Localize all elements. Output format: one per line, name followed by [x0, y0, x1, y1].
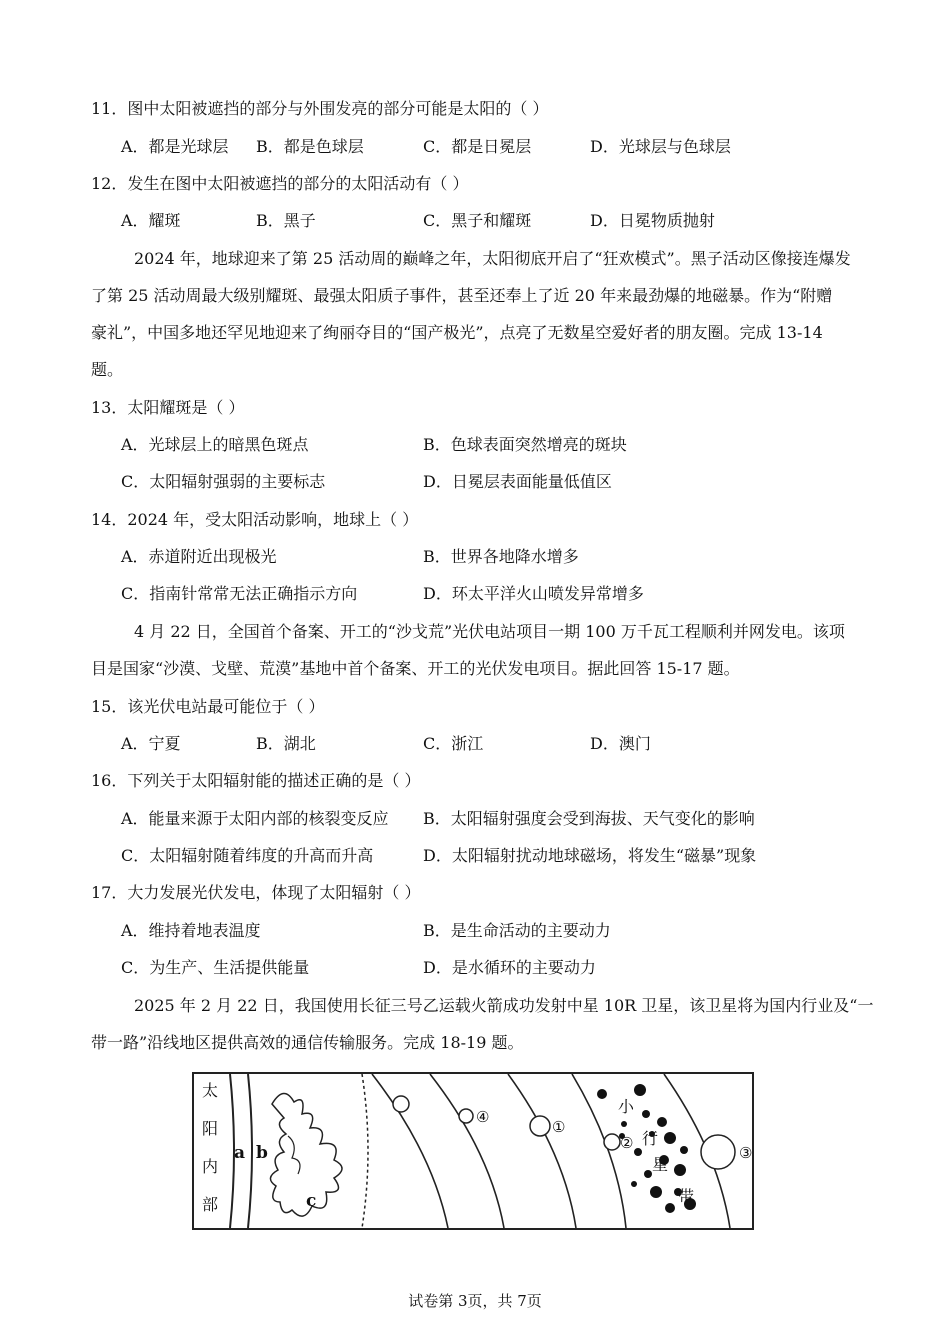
q11-stem: 11．图中太阳被遮挡的部分与外围发亮的部分可能是太阳的（ ） — [91, 99, 549, 118]
q17-option-a: A．维持着地表温度 — [121, 921, 261, 940]
q12-option-b: B．黑子 — [256, 211, 316, 230]
q16-option-b: B．太阳辐射强度会受到海拔、天气变化的影响 — [423, 809, 755, 828]
page-footer: 试卷第 3页，共 7页 — [408, 1292, 542, 1310]
q13-option-a: A．光球层上的暗黑色斑点 — [121, 435, 309, 454]
q11-option-c: C．都是日冕层 — [423, 137, 532, 156]
q14-stem: 14．2024 年，受太阳活动影响，地球上（ ） — [91, 510, 419, 529]
planet-label-2: ② — [620, 1134, 634, 1152]
planet-label-4: ④ — [476, 1108, 490, 1126]
planet-1 — [530, 1116, 550, 1136]
q16-option-d: D．太阳辐射扰动地球磁场，将发生“磁暴”现象 — [423, 846, 757, 865]
solar-system-figure — [192, 1072, 754, 1230]
q13-option-d: D．日冕层表面能量低值区 — [423, 472, 612, 491]
q16-stem: 16．下列关于太阳辐射能的描述正确的是（ ） — [91, 771, 421, 790]
q16-option-a: A．能量来源于太阳内部的核裂变反应 — [121, 809, 389, 828]
layer-label-c: c — [306, 1191, 317, 1211]
q15-option-a: A．宁夏 — [121, 734, 181, 753]
q14-option-c: C．指南针常常无法正确指示方向 — [121, 584, 358, 603]
sun-label-1: 太 — [202, 1081, 219, 1100]
q15-stem: 15．该光伏电站最可能位于（ ） — [91, 697, 325, 716]
q14-option-d: D．环太平洋火山喷发异常增多 — [423, 584, 644, 603]
q14-option-b: B．世界各地降水增多 — [423, 547, 579, 566]
q11-option-b: B．都是色球层 — [256, 137, 364, 156]
belt-label-4: 带 — [678, 1187, 695, 1206]
layer-label-b: b — [256, 1143, 268, 1163]
passage3-line1: 2025 年 2 月 22 日，我国使用长征三号乙运载火箭成功发射中星 10R 卫星，该卫星将为国内行业及“一 — [134, 996, 874, 1015]
passage1-line4: 题。 — [91, 360, 124, 379]
planet-2 — [604, 1134, 620, 1150]
q13-option-b: B．色球表面突然增亮的斑块 — [423, 435, 627, 454]
q11-option-a: A．都是光球层 — [121, 137, 229, 156]
passage1-line1: 2024 年，地球迎来了第 25 活动周的巅峰之年，太阳彻底开启了“狂欢模式”。黑子活动区像接连爆发 — [134, 249, 851, 268]
dashed-boundary — [362, 1074, 368, 1228]
planet-label-3: ③ — [739, 1144, 752, 1162]
belt-label-3: 星 — [652, 1155, 669, 1174]
passage1-line2: 了第 25 活动周最大级别耀斑、最强太阳质子事件，甚至还奉上了近 20 年来最劲爆的地磁暴。作为“附赠 — [91, 286, 833, 305]
q17-option-b: B．是生命活动的主要动力 — [423, 921, 611, 940]
q17-option-d: D．是水循环的主要动力 — [423, 958, 596, 977]
q17-option-c: C．为生产、生活提供能量 — [121, 958, 310, 977]
q15-option-c: C．浙江 — [423, 734, 484, 753]
q12-option-a: A．耀斑 — [121, 211, 181, 230]
planet-inner — [393, 1096, 409, 1112]
q17-stem: 17．大力发展光伏发电，体现了太阳辐射（ ） — [91, 883, 421, 902]
planet-3 — [701, 1135, 735, 1169]
orbit-2 — [430, 1074, 504, 1228]
layer-label-a: a — [234, 1143, 246, 1163]
sun-label-2: 阳 — [202, 1119, 219, 1138]
q13-option-c: C．太阳辐射强弱的主要标志 — [121, 472, 326, 491]
planet-4 — [459, 1109, 473, 1123]
belt-label-1: 小 — [618, 1097, 635, 1116]
sun-boundary-outer — [248, 1074, 252, 1228]
q12-option-d: D．日冕物质抛射 — [590, 211, 715, 230]
passage2-line1: 4 月 22 日，全国首个备案、开工的“沙戈荒”光伏电站项目一期 100 万千瓦工程顺利并网发电。该项 — [134, 622, 845, 641]
sun-label-4: 部 — [202, 1195, 219, 1214]
q12-option-c: C．黑子和耀斑 — [423, 211, 532, 230]
corona-inner-swirl — [288, 1136, 300, 1174]
passage2-line2: 目是国家“沙漠、戈壁、荒漠”基地中首个备案、开工的光伏发电项目。据此回答 15-17 题。 — [91, 659, 740, 678]
q12-stem: 12．发生在图中太阳被遮挡的部分的太阳活动有（ ） — [91, 174, 469, 193]
planet-label-1: ① — [552, 1118, 566, 1136]
q15-option-d: D．澳门 — [590, 734, 651, 753]
q13-stem: 13．太阳耀斑是（ ） — [91, 398, 245, 417]
passage1-line3: 豪礼”，中国多地还罕见地迎来了绚丽夺目的“国产极光”，点亮了无数星空爱好者的朋友圈。完成 13-14 — [91, 323, 823, 342]
passage3-line2: 带一路”沿线地区提供高效的通信传输服务。完成 18-19 题。 — [91, 1033, 524, 1052]
orbit-3 — [508, 1074, 576, 1228]
q15-option-b: B．湖北 — [256, 734, 316, 753]
sun-label-3: 内 — [202, 1157, 219, 1176]
belt-label-2: 行 — [642, 1129, 659, 1148]
orbit-1 — [372, 1074, 448, 1228]
q16-option-c: C．太阳辐射随着纬度的升高而升高 — [121, 846, 374, 865]
q11-option-d: D．光球层与色球层 — [590, 137, 731, 156]
solar-system-diagram — [194, 1074, 752, 1228]
q14-option-a: A．赤道附近出现极光 — [121, 547, 277, 566]
